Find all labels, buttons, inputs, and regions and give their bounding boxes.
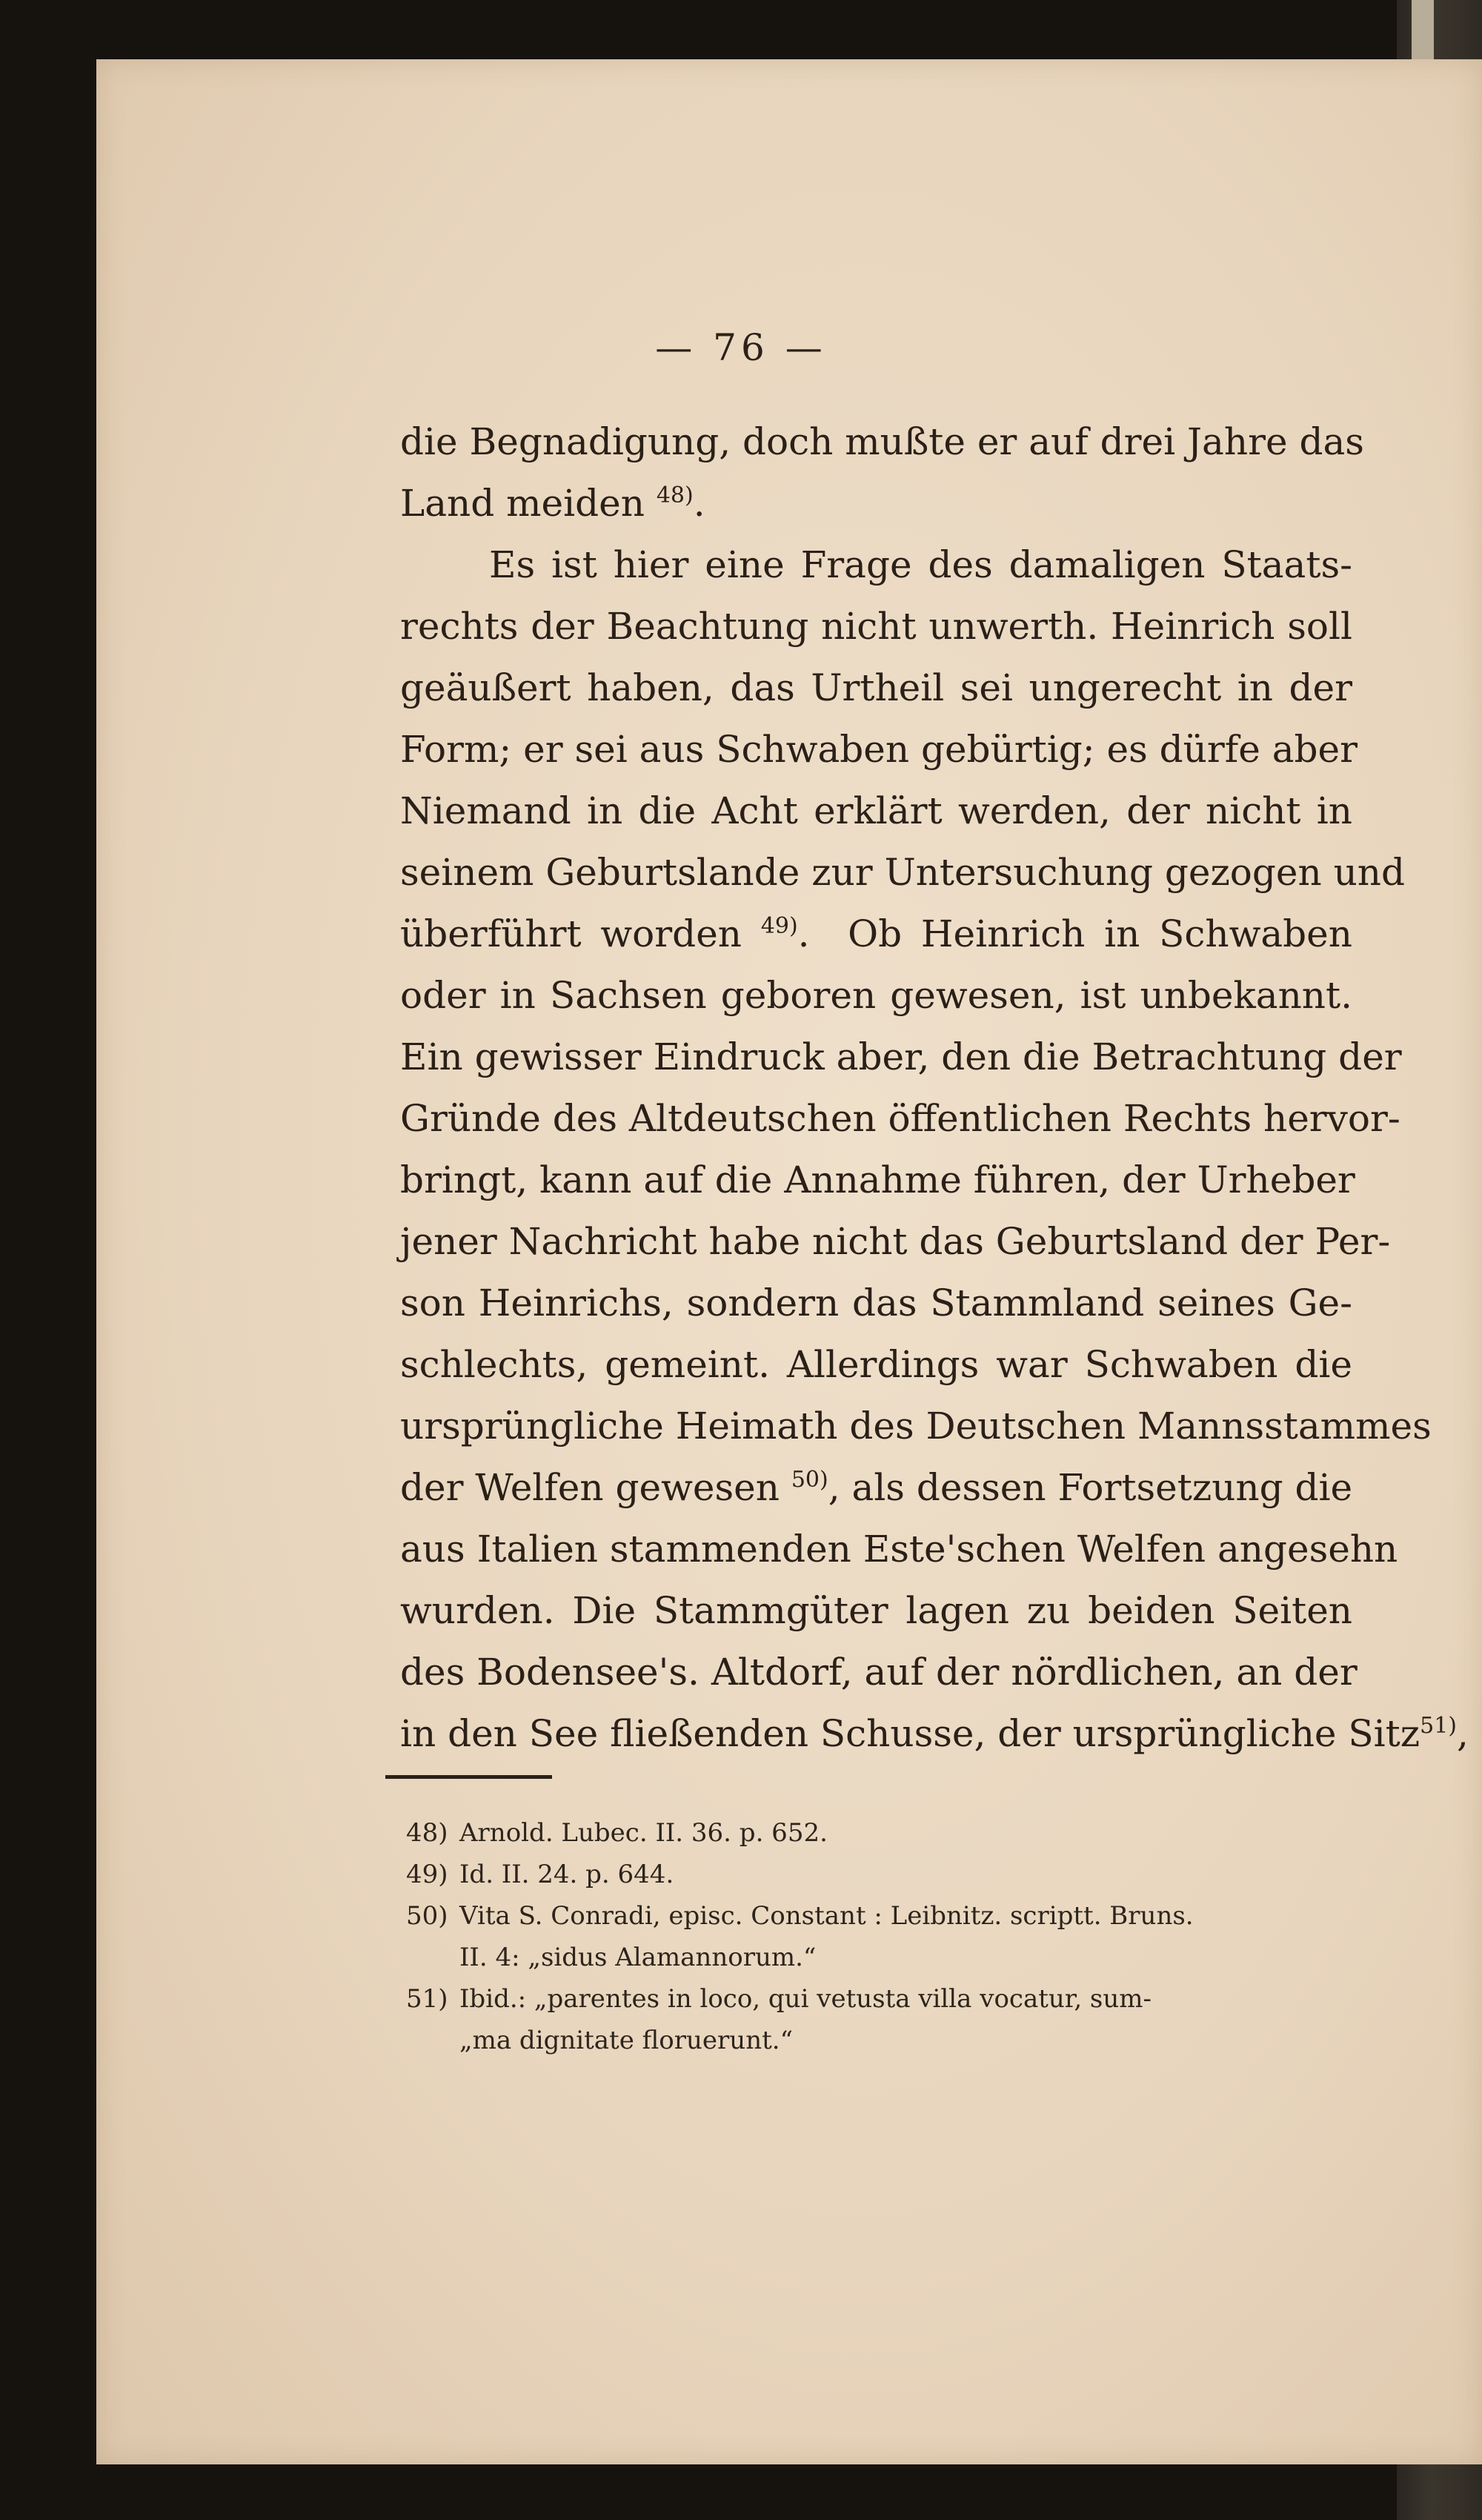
footnote-text: Vita S. Conradi, episc. Constant : Leibnitz. scriptt. Bruns. <box>459 1901 1194 1931</box>
text-line: schlechts, gemeint. Allerdings war Schwaben die <box>400 1343 1352 1386</box>
text-line: bringt, kann auf die Annahme führen, der Urheber <box>400 1158 1355 1201</box>
footnote-48 <box>406 1812 1325 1854</box>
text-line: ursprüngliche Heimath des Deutschen Mannsstammes <box>400 1405 1432 1448</box>
footnote-text: Id. II. 24. p. 644. <box>459 1860 674 1889</box>
footnote-text-continued: „ma dignitate floruerunt.“ <box>459 2026 793 2055</box>
footnote-ref: 49) <box>760 913 798 939</box>
footnote-number: 48) <box>406 1818 448 1848</box>
text-line: rechts der Beachtung nicht unwerth. Heinrich soll <box>400 605 1352 648</box>
footnote-text-continued: II. 4: „sidus Alamannorum.“ <box>459 1943 817 1972</box>
text-line: Es ist hier eine Frage des damaligen Staats- <box>489 543 1352 586</box>
footnote-50 <box>406 1895 1325 1978</box>
text-line: Land meiden $^{48)}$. <box>400 482 705 525</box>
footnote-text: Arnold. Lubec. II. 36. p. 652. <box>459 1818 828 1848</box>
text-line: überführt worden $^{49)}$. Ob Heinrich in Schwaben <box>400 912 1352 955</box>
footnote-ref: 51) <box>1420 1713 1457 1739</box>
body-text <box>400 411 1469 1765</box>
footnote-number: 49) <box>406 1860 448 1889</box>
footnote-ref: 48) <box>656 483 694 508</box>
text-line: Ein gewisser Eindruck aber, den die Betrachtung der <box>400 1035 1402 1078</box>
footnote-number: 50) <box>406 1901 448 1931</box>
text-line: in den See fließenden Schusse, der ursprüngliche Sitz$^{51)}$, <box>400 1712 1469 1755</box>
text-line: Niemand in die Acht erklärt werden, der nicht in <box>400 789 1352 832</box>
footnote-text-block <box>459 1978 1325 2061</box>
footnote-number: 51) <box>406 1984 448 2014</box>
text-line: son Heinrichs, sondern das Stammland seines Ge- <box>400 1281 1352 1324</box>
footnote-text: Ibid.: „parentes in loco, qui vetusta villa vocatur, sum- <box>459 1984 1152 2014</box>
footnote-text-block <box>459 1895 1325 1978</box>
footnotes <box>406 1812 1325 2061</box>
footnote-51 <box>406 1978 1325 2061</box>
text-line: jener Nachricht habe nicht das Geburtsland der Per- <box>400 1220 1391 1263</box>
page-number: — 76 — <box>655 326 827 369</box>
footnote-49 <box>406 1854 1325 1895</box>
text-line: der Welfen gewesen $^{50)}$, als dessen Fortsetzung die <box>400 1466 1353 1509</box>
text-line: Form; er sei aus Schwaben gebürtig; es dürfe aber <box>400 728 1358 771</box>
text-line: die Begnadigung, doch mußte er auf drei Jahre das <box>400 420 1364 463</box>
text-line: geäußert haben, das Urtheil sei ungerecht in der <box>400 666 1352 709</box>
text-line: Gründe des Altdeutschen öffentlichen Rechts hervor- <box>400 1097 1400 1140</box>
footnote-rule <box>385 1775 552 1779</box>
text-line: des Bodensee's. Altdorf, auf der nördlichen, an der <box>400 1651 1358 1694</box>
text-line: aus Italien stammenden Este'schen Welfen angesehn <box>400 1528 1398 1571</box>
text-line: oder in Sachsen geboren gewesen, ist unbekannt. <box>400 974 1352 1017</box>
background-strip-highlight <box>1412 0 1434 67</box>
text-line: seinem Geburtslande zur Untersuchung gezogen und <box>400 851 1406 894</box>
text-line: wurden. Die Stammgüter lagen zu beiden Seiten <box>400 1589 1352 1632</box>
footnote-ref: 50) <box>791 1467 828 1493</box>
